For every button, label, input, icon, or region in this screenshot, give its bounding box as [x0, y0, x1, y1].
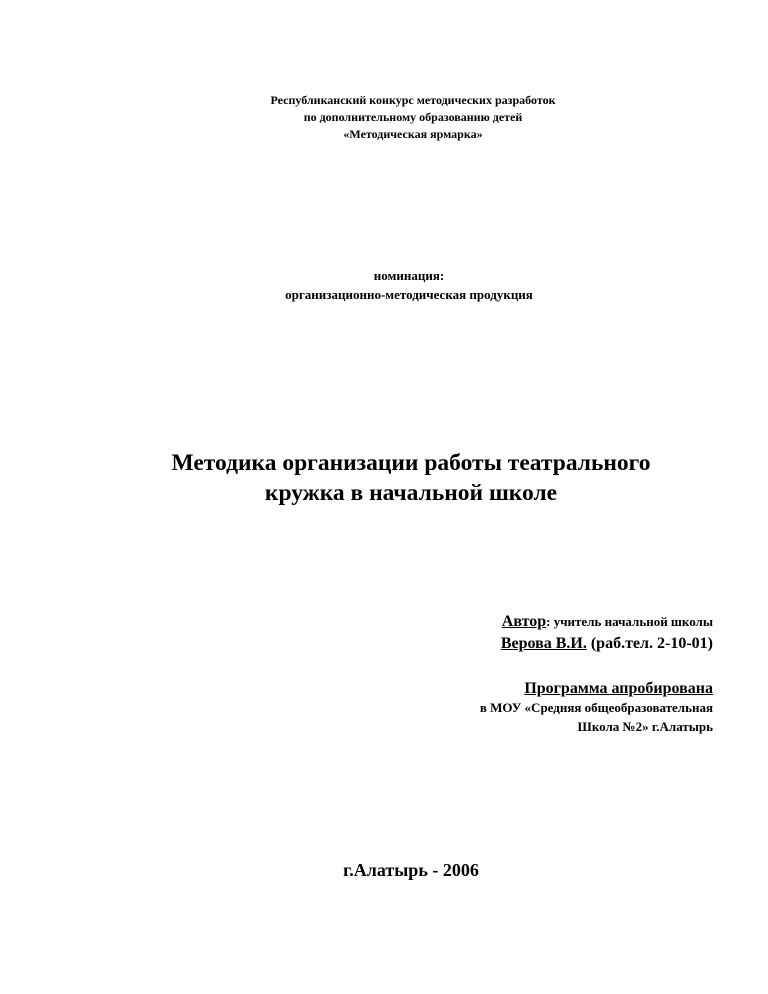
author-label: Автор [501, 613, 547, 630]
author-name: Верова В.И. [500, 635, 587, 652]
author-line [502, 612, 713, 632]
contest-line-1: Республиканский конкурс методических разработок [270, 93, 556, 107]
city-year [0, 858, 768, 882]
nomination-label: номинация: [373, 268, 445, 283]
program-school-line-2: Школа №2» г.Алатырь [577, 719, 713, 734]
contest-line-2: по дополнительному образованию детей [303, 110, 523, 124]
author-phone: (раб.тел. 2-10-01) [586, 635, 713, 652]
city-year-text: г.Алатырь - 2006 [343, 860, 479, 880]
nomination-value: организационно-методическая продукция [285, 287, 533, 302]
program-heading: Программа апробирована [524, 680, 713, 697]
nomination-block [0, 266, 768, 304]
author-role: : учитель начальной школы [546, 614, 713, 629]
author-name-line [501, 633, 713, 655]
program-school-line-1: в МОУ «Средняя общеобразовательная [479, 700, 713, 715]
title-line-1: Методика организации работы театрального [171, 450, 651, 476]
document-title [0, 448, 768, 508]
contest-line-3: «Методическая ярмарка» [343, 127, 483, 141]
contest-header [0, 92, 768, 143]
title-line-2: кружка в начальной школе [264, 480, 558, 506]
